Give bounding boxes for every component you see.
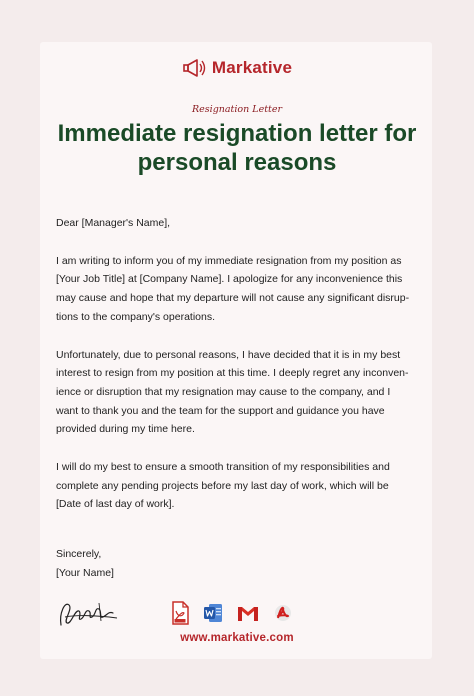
paragraph-line: tions to the company's operations. bbox=[56, 310, 216, 323]
brand-header bbox=[0, 57, 474, 79]
letter-body bbox=[56, 214, 428, 533]
adobe-acrobat-icon[interactable] bbox=[273, 601, 293, 625]
letter-kicker: Resignation Letter bbox=[192, 104, 282, 115]
paragraph-line: complete any pending projects before my last day of work, which will be bbox=[56, 479, 389, 492]
paragraph-line: provided during my time here. bbox=[56, 423, 195, 436]
paragraph-1 bbox=[56, 252, 428, 327]
paragraph-line: [Date of last day of work]. bbox=[56, 498, 175, 511]
megaphone-icon bbox=[182, 57, 208, 79]
footer-url[interactable]: www.markative.com bbox=[180, 632, 294, 644]
gmail-icon[interactable] bbox=[236, 601, 260, 625]
download-icons bbox=[170, 601, 293, 625]
paragraph-line: may cause and hope that my departure will not cause any significant disrup- bbox=[56, 292, 410, 305]
salutation: Dear [Manager's Name], bbox=[56, 217, 171, 229]
valediction: Sincerely, bbox=[56, 548, 102, 560]
closing-block bbox=[56, 545, 114, 582]
letter-title: Immediate resignation letter for personal reasons bbox=[57, 120, 417, 176]
paragraph-line: interest to resign from my position at this time. I deeply regret any inconven- bbox=[56, 367, 409, 380]
paragraph-2 bbox=[56, 346, 428, 440]
pdf-icon[interactable] bbox=[170, 601, 190, 625]
paragraph-line: Unfortunately, due to personal reasons, I have decided that it is in my best bbox=[56, 348, 401, 361]
paragraph-line: I am writing to inform you of my immediate resignation from my position as bbox=[56, 254, 402, 267]
signer-name: [Your Name] bbox=[56, 566, 114, 579]
paragraph-line: ience or disruption that my resignation may cause to the company, and I bbox=[56, 385, 391, 398]
paragraph-line: want to thank you and the team for the support and guidance you have bbox=[56, 404, 385, 417]
paragraph-3 bbox=[56, 458, 428, 514]
brand-name: Markative bbox=[211, 58, 293, 77]
paragraph-line: [Your Job Title] at [Company Name]. I apologize for any inconvenience this bbox=[56, 273, 403, 286]
word-icon[interactable] bbox=[203, 601, 223, 625]
paragraph-line: I will do my best to ensure a smooth transition of my responsibilities and bbox=[56, 461, 390, 474]
signature-image bbox=[55, 595, 125, 631]
